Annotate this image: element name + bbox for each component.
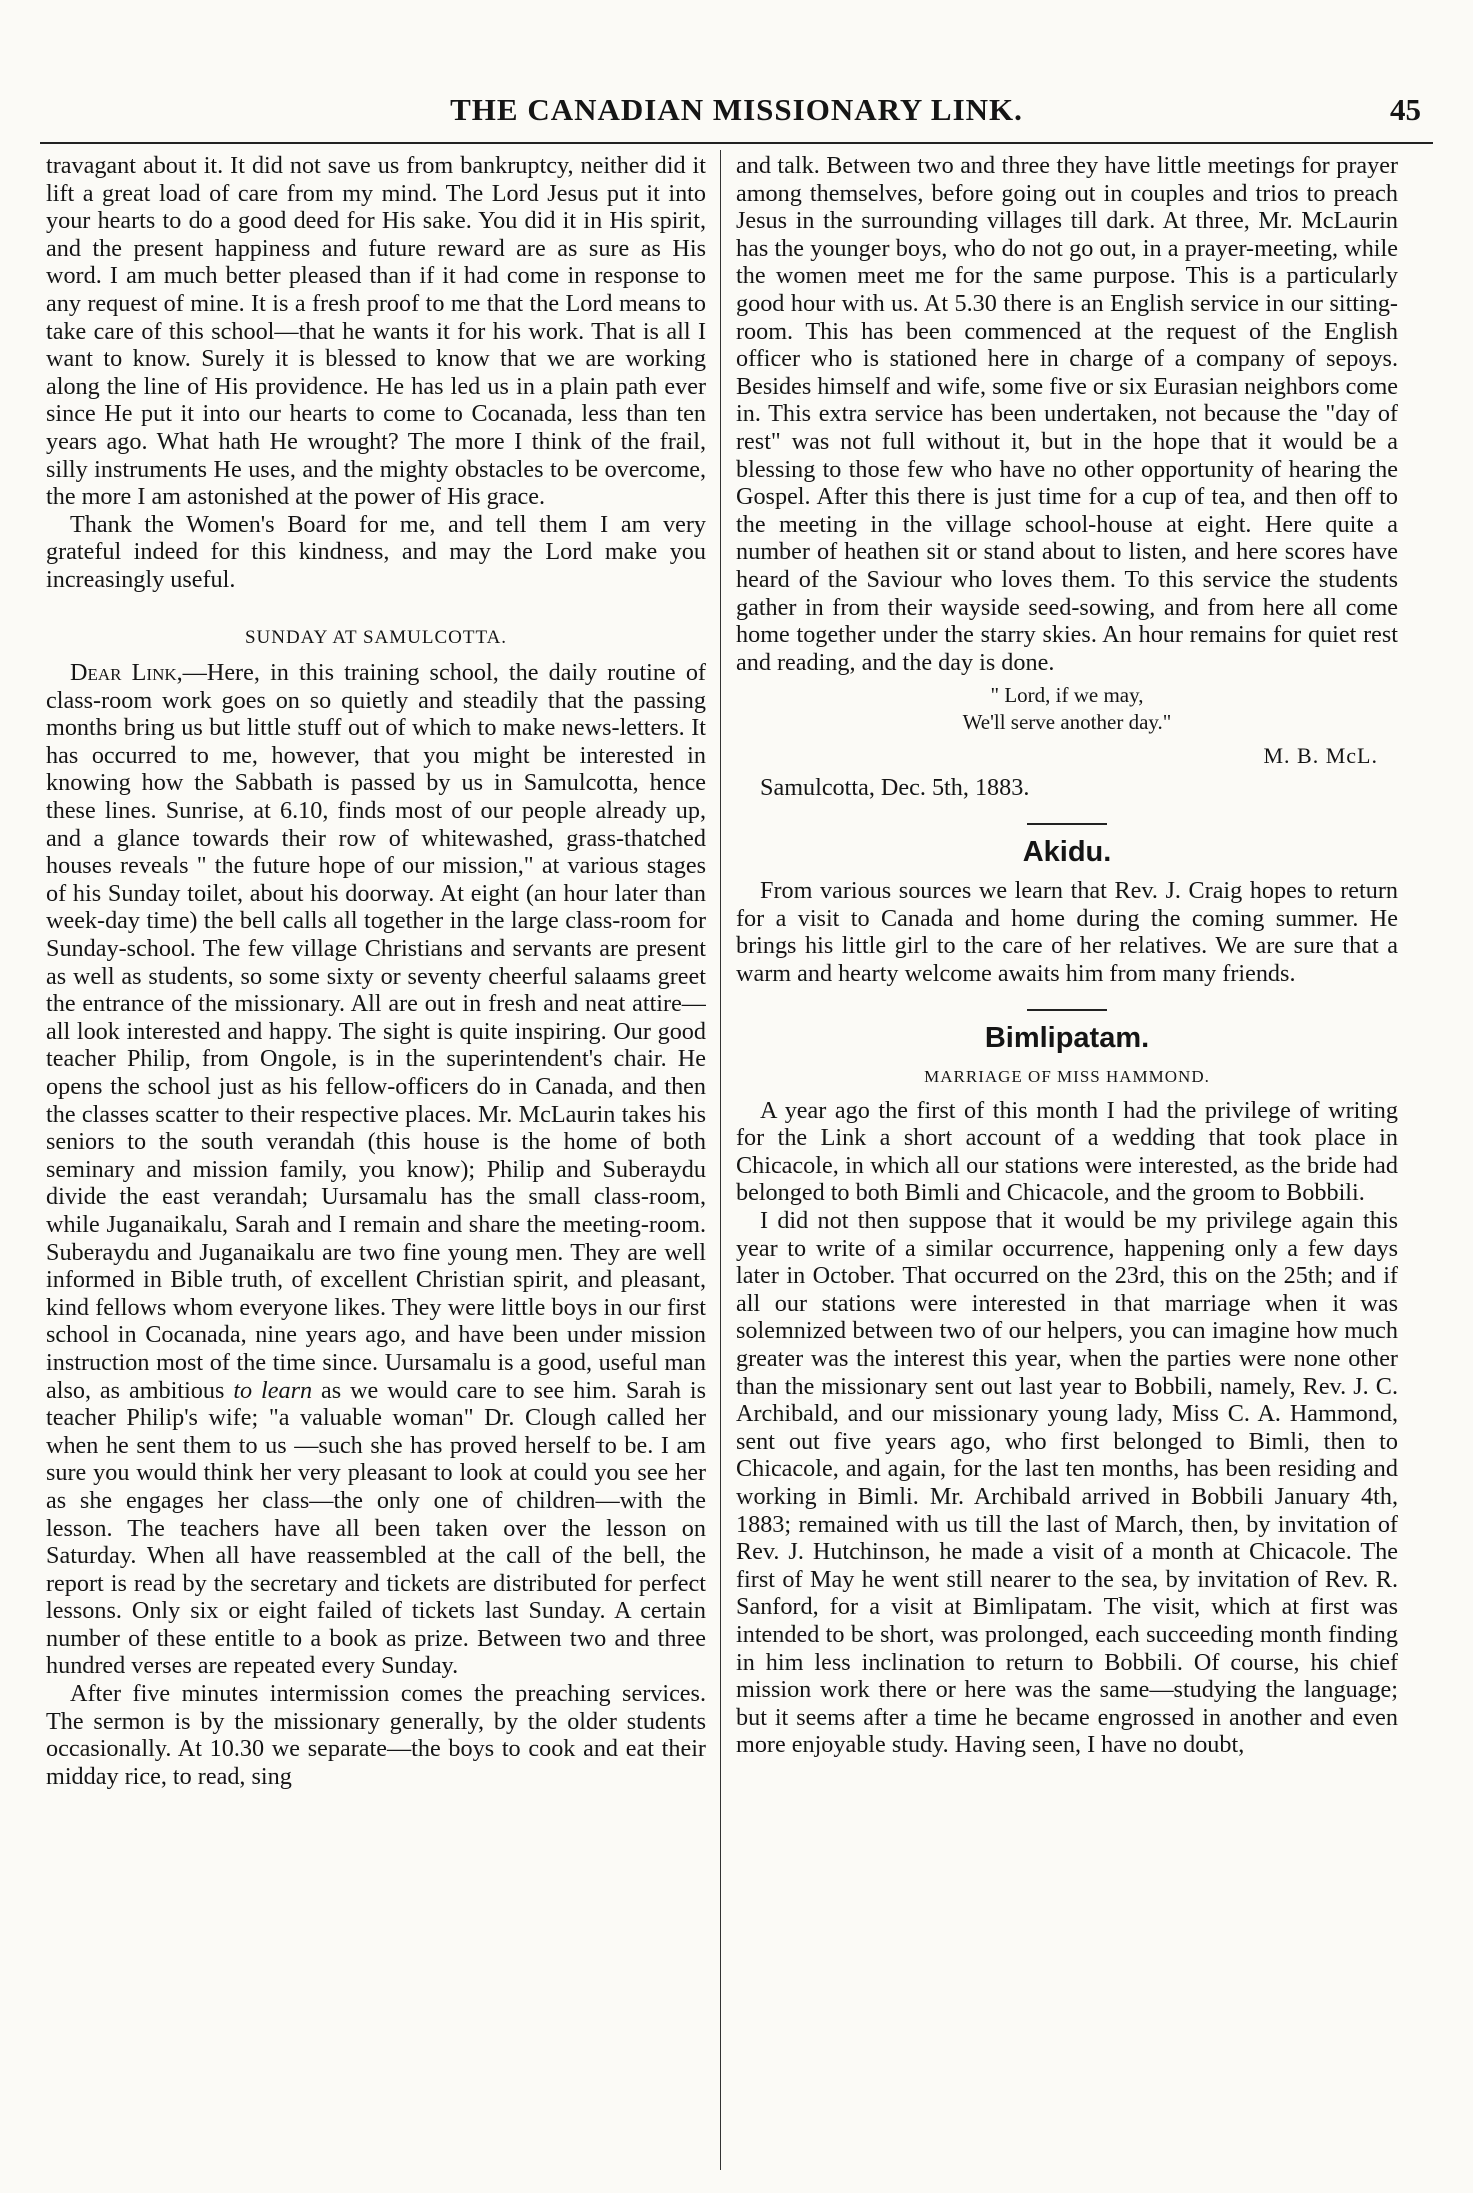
section-heading-bimlipatam: Bimlipatam. [984, 1022, 1150, 1055]
page-number: 45 [1390, 92, 1421, 127]
left-column [46, 152, 706, 2162]
letter-closing: Thank the Women's Board for me, and tell them I am very grateful indeed for this kindness, and may the Lord make you increasingly useful. [46, 510, 706, 593]
publication-title: THE CANADIAN MISSIONARY LINK. [450, 92, 1023, 127]
letter-continuation: travagant about it. It did not save us from bankruptcy, neither did it lift a great load of care from my mind. The Lord Jesus put it into your hearts to do a good deed for His sake. You did it in His spirit, and the present happiness and future reward are as sure as His word. I am much better pleased than if it had come in response to any request of mine. It is a fresh proof to me that the Lord means to take care of this school—that he wants it for his work. That is all I want to know. Surely it is blessed to know that we are working along the line of His providence. He has led us in a plain path ever since He put it into our hearts to come to Cocanada, less than ten years ago. What hath He wrought? The more I think of the frail, silly instruments He uses, and the mighty obstacles to be overcome, the more I am astonished at the power of His grace. [46, 152, 706, 511]
sunday-article-text: —Here, in this training school, the daily routine of class-room work goes on so quietly and steadily that the passing months bring us but little stuff out of which to make news-letters. It has occurred to me, however, that you might be interested in knowing how the Sabbath is passed by us in Samulcotta, hence these lines. Sunrise, at 6.10, finds most of our people already up, and a glance towards their row of whitewashed, grass-thatched houses reveals " the future hope of our mission," at various stages of his Sunday toilet, about his doorway. At eight (an hour later than week-day time) the bell calls all together in the large class-room for Sunday-school. The few village Christians and servants are present as well as students, so some sixty or seventy cheerful salaams greet the entrance of the missionary. All are out in fresh and neat attire—all look interested and happy. The sight is quite inspiring. Our good teacher Philip, from Ongole, is in the superintendent's chair. He opens the school just as his fellow-officers do in Canada, and then the classes scatter to their respective places. Mr. McLaurin takes his seniors to the south verandah (this house is the home of both seminary and mission family, you know); Philip and Suberaydu divide the east verandah; Uursamalu has the small class-room, while Juganaikalu, Sarah and I remain and share the meeting-room. Suberaydu and Juganaikalu are two fine young men. They are well informed in Bible truth, of excellent Christian spirit, and pleasant, kind fellows whom everyone likes. They were little boys in our first school in Cocanada, nine years ago, and have been under mission instruction most of the time since. Uursamalu is a good, useful man also, as ambitious [46, 659, 706, 1404]
akidu-paragraph: From various sources we learn that Rev. J. Craig hopes to return for a visit to Canada and home during the coming summer. He brings his little girl to the care of her relatives. We are sure that a warm and hearty welcome awaits him from many friends. [736, 877, 1398, 987]
section-divider [1027, 823, 1107, 825]
author-signature: M. B. McL. [1263, 743, 1378, 769]
verse-line-1: " Lord, if we may, [990, 683, 1144, 708]
column-divider [720, 150, 721, 2170]
dateline: Samulcotta, Dec. 5th, 1883. [760, 773, 1030, 801]
verse-line-2: We'll serve another day." [962, 710, 1172, 735]
right-column [736, 152, 1398, 2162]
section-divider-2 [1027, 1009, 1107, 1011]
sunday-article-text-rest: as we would care to see him. Sarah is teacher Philip's wife; "a valuable woman" Dr. Clough called her when he sent them to us —such she has proved herself to be. I am sure you would think her very pleasant to look at could you see her as she engages her class—the only one of children—with the lesson. The teachers have all been taken over the lesson on Saturday. When all have reassembled at the call of the bell, the report is read by the secretary and tickets are distributed for perfect lessons. Only six or eight failed of tickets last Sunday. A certain number of these entitle to a book as prize. Between two and three hundred verses are repeated every Sunday. [46, 1376, 706, 1680]
salutation: Dear Link, [70, 659, 183, 687]
sunday-article-continuation: and talk. Between two and three they have little meetings for prayer among themselves, before going out in couples and trios to preach Jesus in the surrounding villages till dark. At three, Mr. McLaurin has the younger boys, who do not go out, in a prayer-meeting, while the women meet me for the same purpose. This is a particularly good hour with us. At 5.30 there is an English service in our sitting-room. This has been commenced at the request of the English officer who is stationed here in charge of a company of sepoys. Besides himself and wife, some five or six Eurasian neighbors come in. This extra service has been undertaken, not because the "day of rest" was not full without it, but in the hope that it would be a blessing to those few who have no other opportunity of hearing the Gospel. After this there is just time for a cup of tea, and then off to the meeting in the village school-house at eight. Here quite a number of heathen sit or stand about to listen, and here scores have heard of the Saviour who loves them. To this service the students gather in from their wayside seed-sowing, and from here all come home together under the starry skies. An hour remains for quiet rest and reading, and the day is done. [736, 152, 1398, 676]
italic-phrase: to learn [233, 1376, 313, 1404]
bimlipatam-paragraph-1: A year ago the first of this month I had the privilege of writing for the Link a short account of a wedding that took place in Chicacole, in which all our stations were interested, as the bride had belonged to both Bimli and Chicacole, and the groom to Bobbili. [736, 1096, 1398, 1207]
sunday-article-paragraph [46, 659, 706, 1680]
closing-verse [736, 682, 1398, 736]
header-rule [40, 142, 1433, 144]
page-header [40, 92, 1433, 138]
subheading-marriage: MARRIAGE OF MISS HAMMOND. [924, 1067, 1210, 1087]
bimlipatam-paragraph-2: I did not then suppose that it would be my privilege again this year to write of a similar occurrence, happening only a few days later in October. That occurred on the 23rd, this on the 25th; and if all our stations were interested in that marriage when it was solemnized between two of our helpers, you can imagine how much greater was the interest this year, when the parties were none other than the missionary sent out last year to Bobbili, namely, Rev. J. C. Archibald, and our missionary young lady, Miss C. A. Hammond, sent out five years ago, who first belonged to Bimli, then to Chicacole, and again, for the last ten months, has been residing and working in Bimli. Mr. Archibald arrived in Bobbili January 4th, 1883; remained with us till the last of March, then, by invitation of Rev. J. Hutchinson, he made a visit of a month at Chicacole. The first of May he went still nearer to the sea, by invitation of Rev. R. Sanford, for a visit at Bimlipatam. The visit, which at first was intended to be short, was prolonged, each succeeding month finding in him less inclination to return to Bobbili. Of course, his chief mission work there or here was the same—studying the language; but it seems after a time he became engrossed in another and even more enjoyable study. Having seen, I have no doubt, [736, 1207, 1398, 1759]
section-heading-sunday-at-samulcotta: SUNDAY AT SAMULCOTTA. [244, 626, 508, 648]
section-heading-akidu: Akidu. [1022, 836, 1112, 869]
sunday-article-paragraph-2: After five minutes intermission comes the preaching services. The sermon is by the missionary generally, by the older students occasionally. At 10.30 we separate—the boys to cook and eat their midday rice, to read, sing [46, 1680, 706, 1790]
